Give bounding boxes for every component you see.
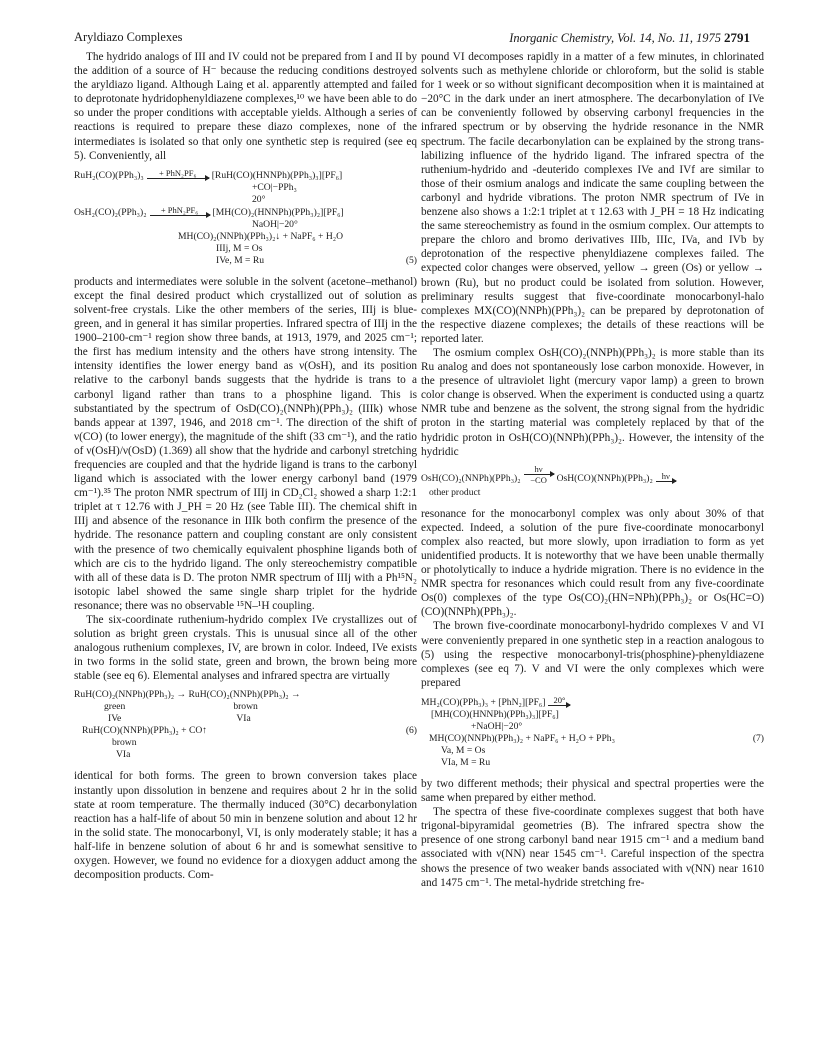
equation-product: MH(CO)(NNPh)(PPh₃)₂ + NaPF₆ + H₂O + PPh₃ <box>429 732 615 744</box>
arrow-reagent: + PhN₂PF₆ <box>159 167 197 178</box>
equation-product: [RuH(CO)(HNNPh)(PPh₃)₃][PF₆] <box>211 169 343 181</box>
left-column <box>74 50 417 882</box>
equation-number: (5) <box>405 254 417 266</box>
equation-photolysis <box>421 465 764 499</box>
compound-label: VIa, M = Ru <box>441 756 491 768</box>
condition-text: +NaOH|−20° <box>471 720 523 732</box>
equation-line <box>74 206 417 219</box>
reaction-arrow <box>548 696 570 709</box>
page-number: 2791 <box>724 30 750 45</box>
running-header-right <box>509 30 750 46</box>
equation-line <box>74 231 417 243</box>
equation-line <box>74 169 417 182</box>
paragraph: The six-coordinate ruthenium-hydrido complex IVe crystallizes out of solution as bright green crystals. This is unusual since all of the other analogous ruthenium complexes, IV, are brown in color. Indeed, IVe exists in two forms in the solid state, green and brown, the brown being more stable (see eq 6). Elemental analyses and infrared spectra are virtually <box>74 614 417 683</box>
equation-product: MH(CO)₂(NNPh)(PPh₃)₂↓ + NaPF₆ + H₂O <box>178 230 344 242</box>
equation-product: OsH(CO)(NNPh)(PPh₃)₂ <box>556 472 653 484</box>
equation-product: [MH(CO)₂(HNNPh)(PPh₃)₂][PF₆] <box>212 206 344 218</box>
reaction-arrow <box>524 465 554 485</box>
equation-label <box>74 737 417 749</box>
equation-product: other product <box>429 486 481 498</box>
compound-label: IVe <box>108 713 122 725</box>
equation-6 <box>74 689 417 761</box>
equation-label <box>421 757 764 769</box>
compound-label: IVe, M = Ru <box>216 254 265 266</box>
equation-label <box>74 713 417 725</box>
reaction-arrow <box>656 472 676 485</box>
equation-number: (7) <box>752 732 764 744</box>
equation-reactant: OsH₂(CO)₂(PPh₃)₂ <box>74 206 147 218</box>
equation-reactant: MH₂(CO)(PPh₃)₃ + [PhN₂][PF₆] <box>421 696 546 708</box>
equation-reactant: OsH(CO)₂(NNPh)(PPh₃)₂ <box>421 472 521 484</box>
equation-label <box>74 243 417 255</box>
equation-intermediate: [MH(CO)(HNNPh)(PPh₃)₃][PF₆] <box>431 708 559 720</box>
compound-label: IIIj, M = Os <box>216 242 263 254</box>
compound-label: Va, M = Os <box>441 744 486 756</box>
color-label: green <box>104 701 126 713</box>
equation-label <box>74 255 417 267</box>
equation-line <box>421 709 764 721</box>
arrow-condition: 20° <box>553 694 566 705</box>
right-column <box>421 50 764 890</box>
equation-number: (6) <box>405 725 417 737</box>
equation-text: RuH(CO)(NNPh)(PPh₃)₂ + CO↑ <box>82 725 208 737</box>
equation-condition <box>74 182 417 194</box>
compound-label: VIa <box>116 749 131 761</box>
paragraph: by two different methods; their physical and spectral properties were the same when prepared by either method. <box>421 777 764 805</box>
condition-text: +CO|−PPh₃ <box>252 181 297 193</box>
equation-line <box>421 733 764 745</box>
equation-label <box>74 749 417 761</box>
equation-label <box>421 745 764 757</box>
equation-text: RuH(CO)₂(NNPh)(PPh₃)₂ → RuH(CO)₂(NNPh)(PPh₃)₂ → <box>74 689 301 701</box>
equation-7 <box>421 696 764 769</box>
paragraph: The brown five-coordinate monocarbonyl-hydrido complexes V and VI were conveniently prepared in one synthetic step in a reaction analogous to (5) using the respective monocarbonyl-tris(phosphine)-phenyldiazene complexes (see eq 7). V and VI were the only complexes which were prepared <box>421 620 764 689</box>
paragraph: identical for both forms. The green to brown conversion takes place instantly upon dissolution in benzene and requires about 2 hr in the solid state at room temperature. The thermally induced (30°C) decarbonylation reaction has a half-life of about 50 min in benzene solution and about 12 hr in the solid state. The monocarbonyl, VI, is only moderately stable; it has a half-life in benzene solution of about 6 hr and is somewhat sensitive to oxygen. However, we found no evidence for a dioxygen adduct among the decomposition products. Com- <box>74 770 417 882</box>
color-label: brown <box>233 701 258 713</box>
reaction-arrow <box>147 169 209 182</box>
paragraph: products and intermediates were soluble in the solvent (acetone–methanol) except the final desired product which crystallized out of solution as solvent-free crystals. Like the other members of the series, IIIj is blue-green, and in general it has similar properties. Infrared spectra of IIIj in the 1900–2100-cm⁻¹ region show three bands, at 1913, 1979, and 2025 cm⁻¹; the first has medium intensity and the others have strong intensity. The intensity identifies the lower energy band as ν(OsH), and its position relative to the carbonyl bands suggests that the hydride is trans to a carbonyl ligand rather than trans to a phosphine ligand. This is substantiated by the spectrum of OsD(CO)₂(NNPh)(PPh₃)₂ (IIIk) whose bands appear at 1397, 1946, and 2018 cm⁻¹. The direction of the shift of ν(CO) (to lower energy), the magnitude of the shift (33 cm⁻¹), and the ratio of ν(OsH)/ν(OsD) (1.369) all show that the hydride and carbonyl stretching frequencies are coupled and that the hydride ligand is trans to the carbonyl ligand which is associated with the lower energy carbonyl band (1979 cm⁻¹).³⁵ The proton NMR spectrum of IIIj in CD₂Cl₂ showed a sharp 1:2:1 triplet at τ 12.76 with J_PH = 20 Hz (see Table III). The chemical shift in IIIj and absence of the resonance in IIIk both confirm the presence of the hydride. The resonance pattern and coupling constant are only consistent with the presence of two chemically equivalent phosphine ligands both of which are cis to the hydrido ligand. The only stereochemistry compatible with all of these data is D. The proton NMR spectrum of IIIj with a Ph¹⁵N₂ isotopic label showed the same single sharp triplet for the hydride resonance; there was no observable ¹⁵N–¹H coupling. <box>74 275 417 612</box>
equation-label <box>74 701 417 713</box>
equation-line <box>74 725 417 737</box>
equation-5 <box>74 169 417 267</box>
equation-line <box>421 465 764 485</box>
arrow-condition: hν <box>534 463 543 474</box>
equation-reactant: RuH₂(CO)(PPh₃)₃ <box>74 169 144 181</box>
equation-condition <box>74 219 417 231</box>
equation-condition <box>421 721 764 733</box>
equation-line <box>421 487 764 499</box>
arrow-reagent: + PhN₂PF₆ <box>160 204 199 215</box>
reaction-arrow <box>150 206 210 219</box>
paragraph: resonance for the monocarbonyl complex was only about 30% of that expected. Indeed, a solution of the pure five-coordinate monocarbonyl complex also reacted, but more slowly, upon irradiation to form as yet unidentified products. It is noteworthy that we have been unable thermally or photolytically to induce a hydride migration. There is no evidence in the NMR spectra for resonances which could result from any five-coordinate Os(0) complexes of the type Os(CO)₂(HN=NPh)(PPh₃)₂ or Os(HC=O)(CO)(NNPh)(PPh₃)₂. <box>421 507 764 619</box>
paragraph: The hydrido analogs of III and IV could not be prepared from I and II by the addition of a source of H⁻ because the reducing conditions destroyed the aryldiazo ligand. Although Laing et al. apparently attempted and failed to deprotonate hydridophenyldiazene complexes,¹⁰ we have been able to do so under the proper conditions with acceptable yields. Although a series of reactions is required to prepare these diazo complexes, none of the intermediates is isolated so that only one synthetic step is required (see eq 5). Conveniently, all <box>74 51 417 162</box>
equation-line <box>421 696 764 709</box>
running-header-left: Aryldiazo Complexes <box>74 30 183 44</box>
condition-text: NaOH|−20° <box>252 218 298 230</box>
arrow-condition: −CO <box>530 474 547 485</box>
paragraph: The spectra of these five-coordinate complexes suggest that both have trigonal-bipyramidal geometries (B). The infrared spectra show the presence of one strong carbonyl band near 1915 cm⁻¹ and a medium band associated with ν(NN) near 1545 cm⁻¹. Careful inspection of the spectra shows the presence of two weaker bands associated with ν(NN) near 1610 and 1475 cm⁻¹. The metal-hydride stretching fre- <box>421 806 764 889</box>
color-label: brown <box>112 737 137 749</box>
equation-line <box>74 689 417 701</box>
paragraph: pound VI decomposes rapidly in a matter of a few minutes, in chlorinated solvents such as methylene chloride or chloroform, but the solid is stable for 1 week or so without significant decomposition when it is maintained at −20°C in the dark under an inert atmosphere. The decarbonylation of IVe can be conveniently followed by observing carbonyl frequencies in the infrared spectrum or by observing the hydride resonance in the NMR spectrum. The facile decarbonylation can be explained by the strong trans-labilizing influence of the hydrido ligand. The infrared spectra of the ruthenium-hydrido and -deuterido complexes IVe and IVf are similar to those of their osmium analogs and indicate the same coupling between the carbonyl and hydride vibrations. The proton NMR spectrum of IVe in benzene also shows a 1:2:1 triplet at τ 12.63 with J_PH = 18 Hz indicating the same stereochemistry as found in the osmium complex. Our attempts to prepare the chloro and bromo derivatives IIIb, IIIc, IVa, and IVb by deprotonation of the respective phenyldiazene complexes failed. The expected color changes were observed, yellow → green (Os) or yellow → brown (Ru), but no product could be isolated from solution. However, preliminary results suggest that five-coordinate monocarbonyl-halo complexes MX(CO)(NNPh)(PPh₃)₂ can be prepared by deprotonation of the respective diazene complexes; the details of these reactions will be reported later. <box>421 51 764 345</box>
condition-temp: 20° <box>252 193 266 205</box>
equation-condition <box>74 194 417 206</box>
paragraph: The osmium complex OsH(CO)₂(NNPh)(PPh₃)₂ is more stable than its Ru analog and does not spontaneously lose carbon monoxide. However, in the presence of ultraviolet light (mercury vapor lamp) a green to brown color change is observed. When the experiment is conducted using a quartz NMR tube and benzene as the solvent, the strong signal from the hydridic proton in the starting material was completely replaced by that of the hydridic proton in OsH(CO)(NNPh)(PPh₃)₂. However, the intensity of the hydridic <box>421 346 764 458</box>
compound-label: VIa <box>236 713 251 725</box>
arrow-condition: hν <box>661 470 670 481</box>
journal-citation: Inorganic Chemistry, Vol. 14, No. 11, 1975 <box>509 31 721 45</box>
